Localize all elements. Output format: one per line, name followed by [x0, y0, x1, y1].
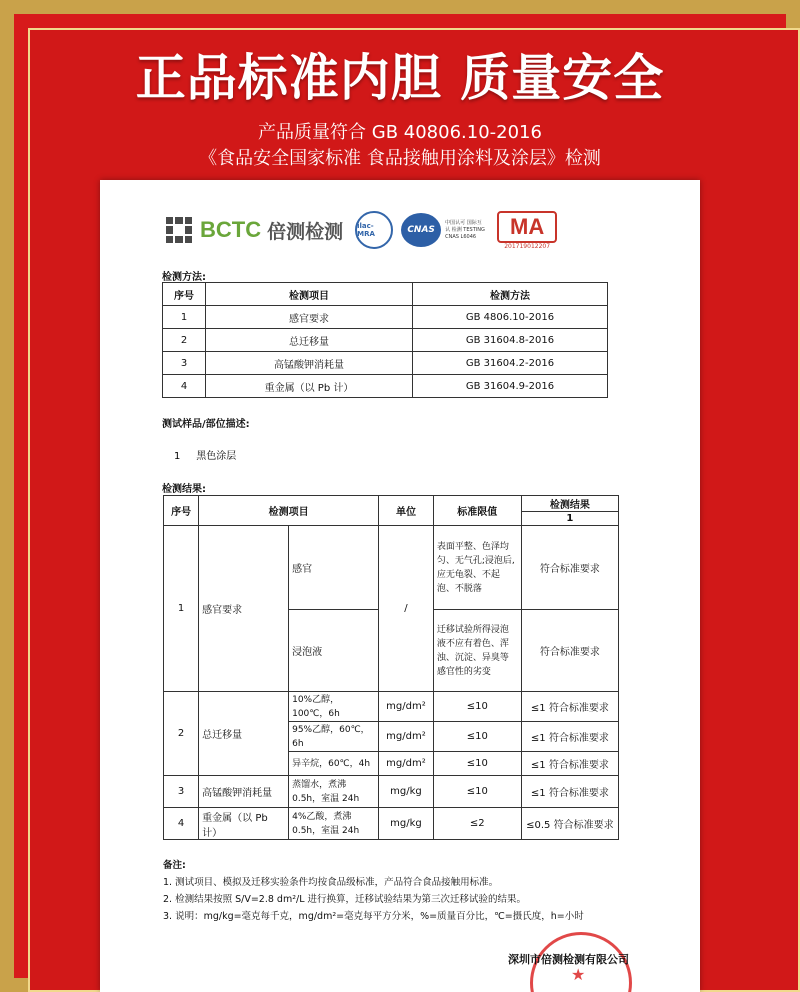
cnas-logo: CNAS: [401, 213, 441, 247]
table-row: 2 总迁移量 10%乙醇，100℃，6h mg/dm² ≤10 ≤1 符合标准要求: [164, 692, 619, 722]
company-name: 深圳市倍测检测有限公司: [508, 953, 629, 966]
certification-logos: [166, 210, 557, 250]
bctc-logo-text: BCTC: [200, 217, 262, 242]
methods-header-item: 检测项目: [206, 283, 413, 306]
banner-standard-line: 产品质量符合 GB 40806.10-2016: [258, 122, 542, 143]
table-row: 1 感官要求 感官 / 表面平整、色泽均匀、无气孔;浸泡后,应无龟裂、不起泡、不脱落 符合标准要求: [164, 526, 619, 610]
table-row: 4 重金属（以 Pb 计） 4%乙酸，煮沸 0.5h，室温 24h mg/kg ≤2 ≤0.5 符合标准要求: [164, 808, 619, 840]
methods-header-no: 序号: [163, 283, 206, 306]
notes-section: [163, 857, 584, 925]
table-row: 3 高锰酸钾消耗量 GB 31604.2-2016: [163, 352, 608, 375]
methods-heading: 检测方法:: [162, 272, 206, 283]
table-row: 1 感官要求 GB 4806.10-2016: [163, 306, 608, 329]
notes-heading: 备注:: [163, 860, 186, 871]
cnas-caption: 中国认可 国际互认 检测 TESTING CNAS L6046: [445, 219, 485, 240]
table-row: 异辛烷，60℃，4h mg/dm² ≤10 ≤1 符合标准要求: [164, 752, 619, 776]
sample-heading: 测试样品/部位描述:: [162, 419, 250, 430]
test-report-page: [100, 180, 700, 992]
cma-logo: MA 201719012207: [497, 211, 557, 250]
note-item: 1. 测试项目、模拟及迁移实验条件均按食品级标准，产品符合食品接触用标准。: [163, 877, 499, 888]
note-item: 2. 检测结果按照 S/V=2.8 dm²/L 进行换算，迁移试验结果为第三次迁移试验的结果。: [163, 894, 527, 905]
table-row: 3 高锰酸钾消耗量 蒸馏水，煮沸 0.5h，室温 24h mg/kg ≤10 ≤1 符合标准要求: [164, 776, 619, 808]
table-row: 95%乙醇，60℃，6h mg/dm² ≤10 ≤1 符合标准要求: [164, 722, 619, 752]
methods-header-method: 检测方法: [413, 283, 608, 306]
table-row: 2 总迁移量 GB 31604.8-2016: [163, 329, 608, 352]
company-seal-stamp: ★: [530, 932, 632, 992]
table-row: 4 重金属（以 Pb 计） GB 31604.9-2016: [163, 375, 608, 398]
banner-standard-name: 《食品安全国家标准 食品接触用涂料及涂层》检测: [199, 148, 601, 169]
note-item: 3. 说明：mg/kg=毫克每千克，mg/dm²=毫克每平方分米，%=质量百分比，℃=摄氏度，h=小时: [163, 911, 584, 922]
cma-number: 201719012207: [504, 242, 551, 250]
results-heading: 检测结果:: [162, 484, 206, 495]
ilac-mra-logo: ilac-MRA: [355, 211, 393, 249]
bctc-logo-icon: [166, 217, 192, 243]
methods-table: [162, 282, 608, 398]
sample-description: 1 黑色涂层: [174, 451, 237, 462]
bctc-logo-cn: 倍测检测: [267, 220, 344, 243]
banner-title: 正品标准内胆 质量安全: [135, 49, 665, 107]
table-row: 浸泡液 迁移试验所得浸泡液不应有着色、浑浊、沉淀、异臭等感官性的劣变 符合标准要求: [164, 610, 619, 692]
results-table: 序号 检测项目 单位 标准限值 检测结果 1 1 感官要求 感官 / 表面平整、色泽均匀、无气孔;浸泡后,应无龟裂、不起泡、不脱落 符合标准要求 浸泡液 迁移试验所得浸泡液不应有着色、浑浊、沉淀、异臭等感官性的劣变 符合标准要求 2 总迁移量 10%乙醇，100℃，6h mg/dm² ≤10 ≤1 符合标准要求 95%乙醇，60℃，6h mg/dm² ≤10 ≤1 符合标准要求 异辛烷，60℃，4h mg/dm² ≤10 ≤1 符合标准要求 3 高锰酸钾消耗量 蒸馏水，煮沸 0.5h，室温 24h mg/kg ≤10 ≤1 符合标准要求 4 重金属（以 Pb 计） 4%乙酸，煮沸 0.5h，室温 24h mg/kg ≤2 ≤0.5 符合标准要求: [163, 495, 619, 840]
